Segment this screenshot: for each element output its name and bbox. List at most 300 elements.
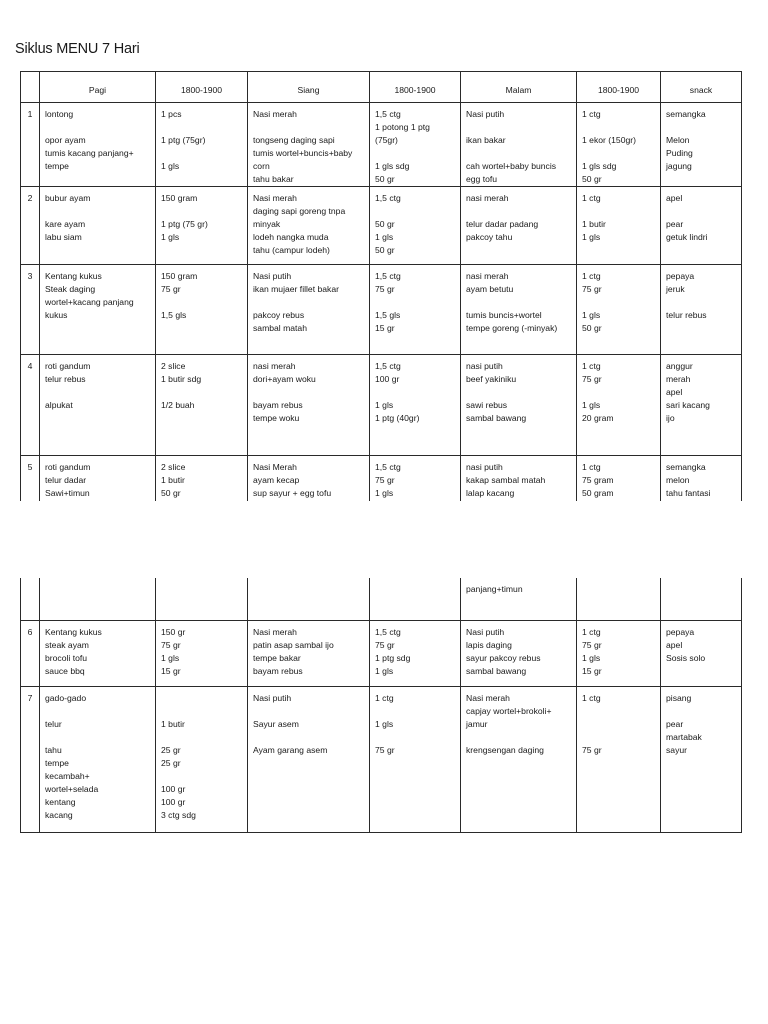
cell-siang xyxy=(248,187,370,265)
cell-line: Puding xyxy=(666,148,693,158)
cell-line xyxy=(582,296,660,309)
cell-line xyxy=(161,147,247,160)
cell-line: 15 gr xyxy=(582,665,602,676)
cell-line: 1 ctg xyxy=(582,271,601,281)
cell-siang-amt xyxy=(370,686,461,832)
cell-line: pakcoy rebus xyxy=(253,310,305,320)
cell-line: sari kacang xyxy=(666,400,710,410)
header-siang-amount: 1800-1900 xyxy=(370,72,461,103)
cell-line: pisang xyxy=(666,692,692,703)
day-number: 5 xyxy=(21,456,40,502)
cell-line: ayam kecap xyxy=(253,475,300,485)
day-number: 2 xyxy=(21,187,40,265)
day-number: 1 xyxy=(21,103,40,187)
cell-line: nasi merah xyxy=(253,361,296,371)
cell-line: egg tofu xyxy=(466,174,498,184)
menu-row-6 xyxy=(21,620,742,686)
cell-line: semangka xyxy=(666,109,706,119)
menu-row-2 xyxy=(21,187,742,265)
cell-line: 75 gram xyxy=(582,475,614,485)
cell-line: tempe bakar xyxy=(253,652,301,663)
cell-line: apel xyxy=(666,193,683,203)
cell-malam-amt xyxy=(577,265,661,355)
cell-line: 1,5 ctg xyxy=(375,361,401,371)
cell-line xyxy=(582,147,660,160)
cell-line: 1 ptg (75 gr) xyxy=(161,219,208,229)
cell-line: martabak xyxy=(666,731,702,742)
cell-line: jamur xyxy=(466,718,488,729)
cell-line: 75 gr xyxy=(375,284,395,294)
cell-line xyxy=(666,205,741,218)
cell-pagi xyxy=(40,187,156,265)
cell-line: 1,5 ctg xyxy=(375,109,401,119)
cell-line: tumis wortel+buncis+baby xyxy=(253,148,353,158)
cell-line: 1 butir xyxy=(161,718,185,729)
cell-line: patin asap sambal ijo xyxy=(253,639,334,650)
cell-line: Kentang kukus xyxy=(45,626,102,637)
cell-line: tempe xyxy=(45,161,69,171)
menu-row-1 xyxy=(21,103,742,187)
cell-line: 1 ctg xyxy=(582,462,601,472)
cell-line: pakcoy tahu xyxy=(466,232,513,242)
cell-line xyxy=(466,296,576,309)
cell-line: telur rebus xyxy=(666,310,707,320)
cell-line: kacang xyxy=(45,809,73,820)
cell-line: 1 gls xyxy=(161,232,180,242)
menu-row-3 xyxy=(21,265,742,355)
cell-line: tahu (campur lodeh) xyxy=(253,245,330,255)
cell-line: cah wortel+baby buncis xyxy=(466,161,557,171)
cell-siang-amt xyxy=(370,103,461,187)
cell-line: beef yakiniku xyxy=(466,374,517,384)
cell-line: 100 gr xyxy=(161,796,186,807)
cell-line xyxy=(582,731,660,744)
cell-line: 1 gls xyxy=(375,665,394,676)
cell-line: Nasi putih xyxy=(466,109,505,119)
cell-pagi-amt xyxy=(156,355,248,456)
day-number: 7 xyxy=(21,686,40,832)
cell-line: opor ayam xyxy=(45,135,86,145)
cell-siang xyxy=(248,103,370,187)
cell-malam xyxy=(461,620,577,686)
cell-line: kecambah+ xyxy=(45,770,90,781)
cell-line: (75gr) xyxy=(375,135,398,145)
cell-pagi xyxy=(40,620,156,686)
cell-line: 50 gr xyxy=(582,174,602,184)
header-snack: snack xyxy=(661,72,742,103)
cell-line xyxy=(161,731,247,744)
cell-line: 1 gls xyxy=(582,652,601,663)
cell-siang xyxy=(248,456,370,502)
cell-line: kare ayam xyxy=(45,219,86,229)
cell-line xyxy=(45,705,155,718)
cell-line xyxy=(375,386,460,399)
cell-line: 20 gram xyxy=(582,413,614,423)
cell-line xyxy=(582,205,660,218)
cell-line: bubur ayam xyxy=(45,193,91,203)
cell-malam-amt xyxy=(577,620,661,686)
cell-line: sambal matah xyxy=(253,323,307,333)
cell-line: 1 gls xyxy=(161,652,180,663)
cell-pagi xyxy=(40,265,156,355)
cell-line: telur dadar padang xyxy=(466,219,539,229)
cell-line xyxy=(375,205,460,218)
cell-line xyxy=(466,147,576,160)
cell-line xyxy=(253,386,369,399)
cell-line xyxy=(161,770,247,783)
cell-line xyxy=(161,705,247,718)
cell-line: 2 slice xyxy=(161,462,186,472)
cell-line: Sayur asem xyxy=(253,718,299,729)
cell-siang-amt xyxy=(370,187,461,265)
cell-line: pear xyxy=(666,718,684,729)
cell-line: krengsengan daging xyxy=(466,744,544,755)
cell-line: alpukat xyxy=(45,400,73,410)
cell-line: ijo xyxy=(666,413,675,423)
cell-snack xyxy=(661,686,742,832)
cell-line: 25 gr xyxy=(161,744,181,755)
cell-line: telur dadar xyxy=(45,475,87,485)
cell-line: 1 gls xyxy=(375,718,394,729)
cell-line: 15 gr xyxy=(375,323,395,333)
cell-line: sup sayur + egg tofu xyxy=(253,488,332,498)
cell-line: 1 ctg xyxy=(582,109,601,119)
cell-line: Nasi merah xyxy=(253,626,297,637)
cell-line xyxy=(582,705,660,718)
cell-line: Nasi merah xyxy=(253,109,297,119)
cell-line: tongseng daging sapi xyxy=(253,135,335,145)
cell-line: nasi putih xyxy=(466,462,503,472)
cell-line xyxy=(466,205,576,218)
cell-line: 75 gr xyxy=(375,475,395,485)
cell-line: lontong xyxy=(45,109,74,119)
cell-malam xyxy=(461,103,577,187)
cell-line: 1,5 ctg xyxy=(375,626,401,637)
cell-line: jeruk xyxy=(666,284,685,294)
cell-line: 50 gr xyxy=(161,488,181,498)
cell-pagi xyxy=(40,686,156,832)
cell-snack xyxy=(661,355,742,456)
continuation-row xyxy=(21,578,742,620)
cell-line: 1 ctg xyxy=(375,692,394,703)
header-row xyxy=(21,72,742,103)
cell-line: 1,5 ctg xyxy=(375,193,401,203)
cell-line: 75 gr xyxy=(582,374,602,384)
header-no xyxy=(21,72,40,103)
cell-line: 1 ctg xyxy=(582,193,601,203)
cell-line xyxy=(253,296,369,309)
menu-row-7 xyxy=(21,686,742,832)
cell-line: capjay wortel+brokoli+ xyxy=(466,705,552,716)
cell-line: 75 gr xyxy=(582,284,602,294)
cell-line xyxy=(666,121,741,134)
cell-line: jagung xyxy=(666,161,692,171)
cell-line: Nasi putih xyxy=(253,692,292,703)
cell-line xyxy=(253,121,369,134)
cell-line: 1 gls xyxy=(582,310,601,320)
header-pagi-amount: 1800-1900 xyxy=(156,72,248,103)
cell-line: Nasi Merah xyxy=(253,462,297,472)
cell-line: 75 gr xyxy=(375,744,395,755)
cell-line: 50 gr xyxy=(582,323,602,333)
cell-line: 100 gr xyxy=(375,374,400,384)
cell-malam-amt xyxy=(577,103,661,187)
header-malam-amount: 1800-1900 xyxy=(577,72,661,103)
cell-snack xyxy=(661,265,742,355)
cell-line: 1 ctg xyxy=(582,361,601,371)
cell-line: 150 gr xyxy=(161,626,186,637)
cell-line: 1,5 ctg xyxy=(375,462,401,472)
cell-line: Sosis solo xyxy=(666,652,706,663)
continuation-malam: panjang+timun xyxy=(466,584,523,594)
cell-line: Melon xyxy=(666,135,690,145)
cell-siang-amt xyxy=(370,265,461,355)
cell-siang-amt xyxy=(370,355,461,456)
cell-line: ayam betutu xyxy=(466,284,514,294)
cell-line: 1 ctg xyxy=(582,692,601,703)
cell-line: brocoli tofu xyxy=(45,652,88,663)
cell-line: tahu fantasi xyxy=(666,488,711,498)
cell-line: 100 gr xyxy=(161,783,186,794)
cell-line: Kentang kukus xyxy=(45,271,102,281)
cell-line: minyak xyxy=(253,219,281,229)
cell-line: 1 butir xyxy=(582,219,606,229)
cell-line: ikan bakar xyxy=(466,135,506,145)
cell-line: 1 potong 1 ptg xyxy=(375,122,430,132)
cell-line: pepaya xyxy=(666,626,695,637)
header-pagi: Pagi xyxy=(40,72,156,103)
cell-line: 1,5 gls xyxy=(161,310,187,320)
cell-pagi-amt xyxy=(156,187,248,265)
cell-line: semangka xyxy=(666,462,706,472)
cell-line xyxy=(375,705,460,718)
cell-line: 75 gr xyxy=(582,639,602,650)
cell-line: tempe xyxy=(45,757,69,768)
cell-line: corn xyxy=(253,161,270,171)
cell-line xyxy=(161,692,247,705)
cell-line xyxy=(582,121,660,134)
menu-row-5 xyxy=(21,456,742,502)
cell-malam xyxy=(461,686,577,832)
cell-line xyxy=(666,705,741,718)
cell-line: 15 gr xyxy=(161,665,181,676)
cell-malam-amt xyxy=(577,355,661,456)
cell-line: ikan mujaer fillet bakar xyxy=(253,284,339,294)
cell-line: 75 gr xyxy=(161,639,181,650)
cell-pagi-amt xyxy=(156,265,248,355)
cell-malam-amt xyxy=(577,187,661,265)
cell-line: kentang xyxy=(45,796,76,807)
menu-table-page-1 xyxy=(20,71,742,501)
cell-snack xyxy=(661,620,742,686)
cell-line: gado-gado xyxy=(45,692,87,703)
cell-line: kukus xyxy=(45,310,68,320)
header-malam: Malam xyxy=(461,72,577,103)
cell-line: lapis daging xyxy=(466,639,512,650)
cell-line: 1 ctg xyxy=(582,626,601,637)
cell-line: 1 ekor (150gr) xyxy=(582,135,636,145)
cell-line: Nasi merah xyxy=(466,692,510,703)
cell-line: 75 gr xyxy=(161,284,181,294)
cell-line xyxy=(466,731,576,744)
cell-line: tumis kacang panjang+ xyxy=(45,148,134,158)
cell-line: bayam rebus xyxy=(253,665,303,676)
cell-line: Steak daging xyxy=(45,284,96,294)
cell-snack xyxy=(661,103,742,187)
cell-line: 2 slice xyxy=(161,361,186,371)
cell-siang xyxy=(248,686,370,832)
cell-line xyxy=(253,705,369,718)
page-title: Siklus MENU 7 Hari xyxy=(15,41,140,57)
cell-malam xyxy=(461,456,577,502)
cell-line: 150 gram xyxy=(161,193,198,203)
cell-pagi-amt xyxy=(156,686,248,832)
cell-line: tempe goreng (-minyak) xyxy=(466,323,558,333)
cell-line: wortel+selada xyxy=(45,783,99,794)
cell-line: 50 gr xyxy=(375,174,395,184)
cell-line: tumis buncis+wortel xyxy=(466,310,542,320)
cell-snack xyxy=(661,456,742,502)
cell-siang xyxy=(248,620,370,686)
cell-line: 1 gls xyxy=(375,400,394,410)
cell-line: lalap kacang xyxy=(466,488,515,498)
cell-line: 1 gls xyxy=(582,400,601,410)
cell-line: kakap sambal matah xyxy=(466,475,546,485)
cell-line: 50 gr xyxy=(375,245,395,255)
cell-siang xyxy=(248,355,370,456)
menu-row-4 xyxy=(21,355,742,456)
cell-line: anggur xyxy=(666,361,693,371)
cell-siang-amt xyxy=(370,456,461,502)
cell-line xyxy=(375,296,460,309)
cell-line: pepaya xyxy=(666,271,695,281)
cell-pagi xyxy=(40,456,156,502)
cell-line: 1/2 buah xyxy=(161,400,195,410)
cell-line: apel xyxy=(666,387,683,397)
day-number: 4 xyxy=(21,355,40,456)
cell-line: 1 pcs xyxy=(161,109,182,119)
day-number: 3 xyxy=(21,265,40,355)
cell-line: lodeh nangka muda xyxy=(253,232,329,242)
cell-line: 25 gr xyxy=(161,757,181,768)
cell-malam xyxy=(461,187,577,265)
cell-line: roti gandum xyxy=(45,361,91,371)
cell-line xyxy=(45,121,155,134)
cell-line: Ayam garang asem xyxy=(253,744,328,755)
cell-line xyxy=(161,205,247,218)
cell-line xyxy=(666,296,741,309)
cell-malam-amt xyxy=(577,456,661,502)
cell-line xyxy=(582,386,660,399)
cell-line: telur rebus xyxy=(45,374,86,384)
cell-line: tahu bakar xyxy=(253,174,294,184)
cell-line: Nasi putih xyxy=(466,626,505,637)
cell-line: sambal bawang xyxy=(466,413,527,423)
cell-line: 1 gls xyxy=(161,161,180,171)
cell-line: tahu xyxy=(45,744,62,755)
cell-line: Nasi merah xyxy=(253,193,297,203)
cell-line: dori+ayam woku xyxy=(253,374,316,384)
cell-line xyxy=(45,731,155,744)
cell-line: sauce bbq xyxy=(45,665,85,676)
cell-line: roti gandum xyxy=(45,462,91,472)
day-number: 6 xyxy=(21,620,40,686)
cell-line: 50 gram xyxy=(582,488,614,498)
cell-line: tempe woku xyxy=(253,413,300,423)
cell-malam-amt xyxy=(577,686,661,832)
cell-line: 50 gr xyxy=(375,219,395,229)
cell-line xyxy=(466,386,576,399)
cell-siang-amt xyxy=(370,620,461,686)
cell-line: getuk lindri xyxy=(666,232,708,242)
cell-line: telur xyxy=(45,718,62,729)
cell-line xyxy=(582,718,660,731)
cell-line xyxy=(375,147,460,160)
cell-line: 1 ptg sdg xyxy=(375,652,411,663)
cell-malam xyxy=(461,355,577,456)
cell-line: nasi merah xyxy=(466,271,509,281)
cell-line: 3 ctg sdg xyxy=(161,809,196,820)
header-siang: Siang xyxy=(248,72,370,103)
cell-line: sambal bawang xyxy=(466,665,527,676)
cell-pagi-amt xyxy=(156,103,248,187)
cell-line: daging sapi goreng tnpa xyxy=(253,206,346,216)
menu-table-page-2 xyxy=(20,578,742,833)
cell-line xyxy=(466,121,576,134)
cell-line: 1 gls xyxy=(582,232,601,242)
cell-line: Sawi+timun xyxy=(45,488,90,498)
cell-line xyxy=(253,731,369,744)
cell-pagi xyxy=(40,103,156,187)
cell-line: sawi rebus xyxy=(466,400,508,410)
cell-line: 75 gr xyxy=(375,639,395,650)
cell-line: melon xyxy=(666,475,690,485)
cell-pagi-amt xyxy=(156,456,248,502)
cell-line: apel xyxy=(666,639,683,650)
cell-line: steak ayam xyxy=(45,639,89,650)
cell-line: merah xyxy=(666,374,691,384)
cell-line xyxy=(161,121,247,134)
cell-line: sayur xyxy=(666,744,688,755)
cell-line: nasi putih xyxy=(466,361,503,371)
cell-line: labu siam xyxy=(45,232,82,242)
cell-line: 1 ptg (40gr) xyxy=(375,413,420,423)
cell-line: 1 butir sdg xyxy=(161,374,202,384)
cell-pagi xyxy=(40,355,156,456)
cell-line xyxy=(45,205,155,218)
cell-snack xyxy=(661,187,742,265)
cell-line xyxy=(161,386,247,399)
cell-line xyxy=(375,731,460,744)
cell-line: 75 gr xyxy=(582,744,602,755)
cell-line: sayur pakcoy rebus xyxy=(466,652,541,663)
cell-line: nasi merah xyxy=(466,193,509,203)
cell-line: 1,5 gls xyxy=(375,310,401,320)
cell-line: pear xyxy=(666,219,684,229)
cell-line: 150 gram xyxy=(161,271,198,281)
cell-malam xyxy=(461,265,577,355)
cell-line: 1 gls xyxy=(375,232,394,242)
cell-line: 1 gls sdg xyxy=(375,161,410,171)
cell-line xyxy=(161,296,247,309)
cell-line xyxy=(45,386,155,399)
cell-line: bayam rebus xyxy=(253,400,303,410)
cell-line: 1 gls sdg xyxy=(582,161,617,171)
cell-line: 1 gls xyxy=(375,488,394,498)
cell-line: 1 ptg (75gr) xyxy=(161,135,206,145)
cell-pagi-amt xyxy=(156,620,248,686)
cell-line: Nasi putih xyxy=(253,271,292,281)
